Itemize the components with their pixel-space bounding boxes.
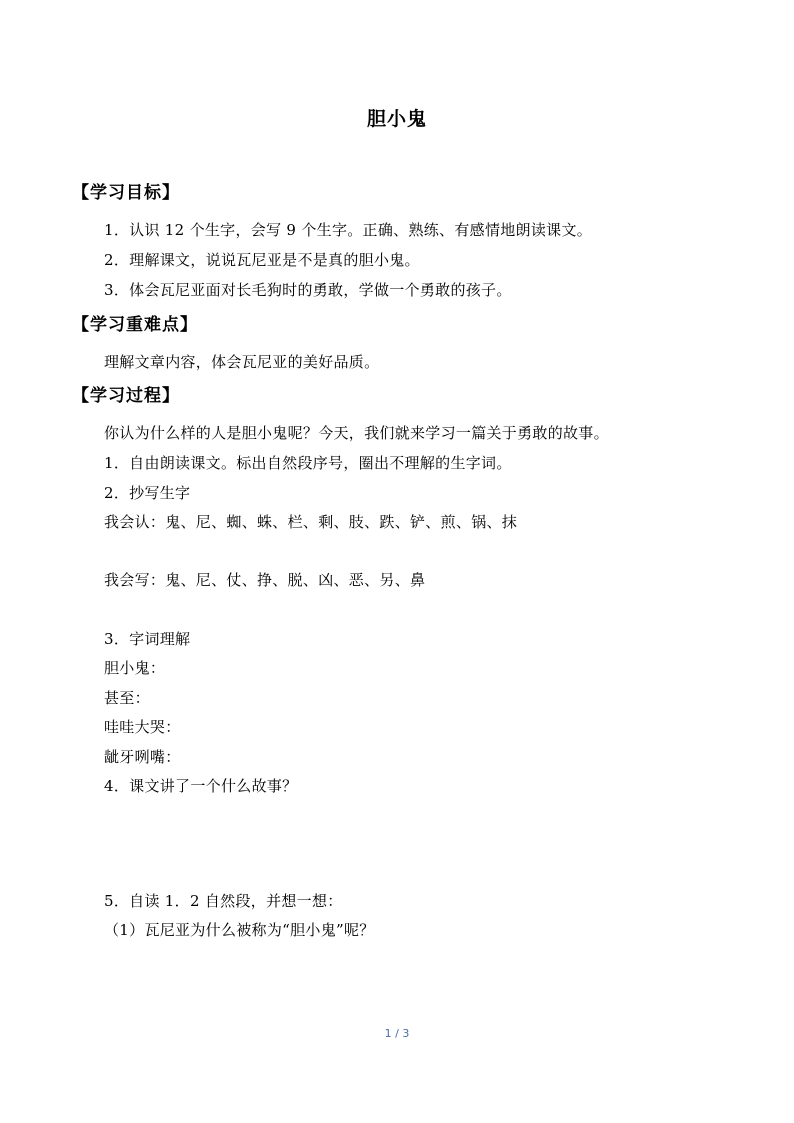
word-item-1: 胆小鬼： — [104, 659, 166, 677]
process-step-2: 2．抄写生字 — [104, 484, 191, 502]
process-step-4: 4．课文讲了一个什么故事？ — [104, 777, 298, 795]
word-item-3: 哇哇大哭： — [104, 718, 181, 736]
process-intro: 你认为什么样的人是胆小鬼呢？今天，我们就来学习一篇关于勇敢的故事。 — [104, 424, 609, 442]
document-title: 胆小鬼 — [366, 108, 427, 130]
page-indicator: 1 / 3 — [384, 1027, 410, 1040]
question-1: （1）瓦尼亚为什么被称为“胆小鬼”呢？ — [104, 921, 375, 939]
goal-item-3: 3．体会瓦尼亚面对长毛狗时的勇敢，学做一个勇敢的孩子。 — [104, 281, 512, 299]
process-step-1: 1．自由朗读课文。标出自然段序号，圈出不理解的生字词。 — [104, 454, 512, 472]
word-item-4: 龇牙咧嘴： — [104, 748, 181, 766]
key-points-text: 理解文章内容，体会瓦尼亚的美好品质。 — [104, 353, 380, 371]
word-item-2: 甚至： — [104, 689, 150, 707]
key-points-heading: 【学习重难点】 — [72, 315, 198, 335]
process-step-5: 5．自读 1．2 自然段，并想一想： — [104, 892, 343, 910]
goal-item-1: 1．认识 12 个生字，会写 9 个生字。正确、熟练、有感情地朗读课文。 — [104, 221, 593, 239]
write-characters: 我会写：鬼、尼、仗、挣、脱、凶、恶、另、鼻 — [104, 571, 426, 589]
process-step-3: 3．字词理解 — [104, 630, 191, 648]
goal-item-2: 2．理解课文，说说瓦尼亚是不是真的胆小鬼。 — [104, 251, 420, 269]
process-heading: 【学习过程】 — [72, 386, 180, 406]
recognize-characters: 我会认：鬼、尼、蜘、蛛、栏、剩、肢、跌、铲、煎、锅、抹 — [104, 513, 518, 531]
goals-heading: 【学习目标】 — [72, 183, 180, 203]
